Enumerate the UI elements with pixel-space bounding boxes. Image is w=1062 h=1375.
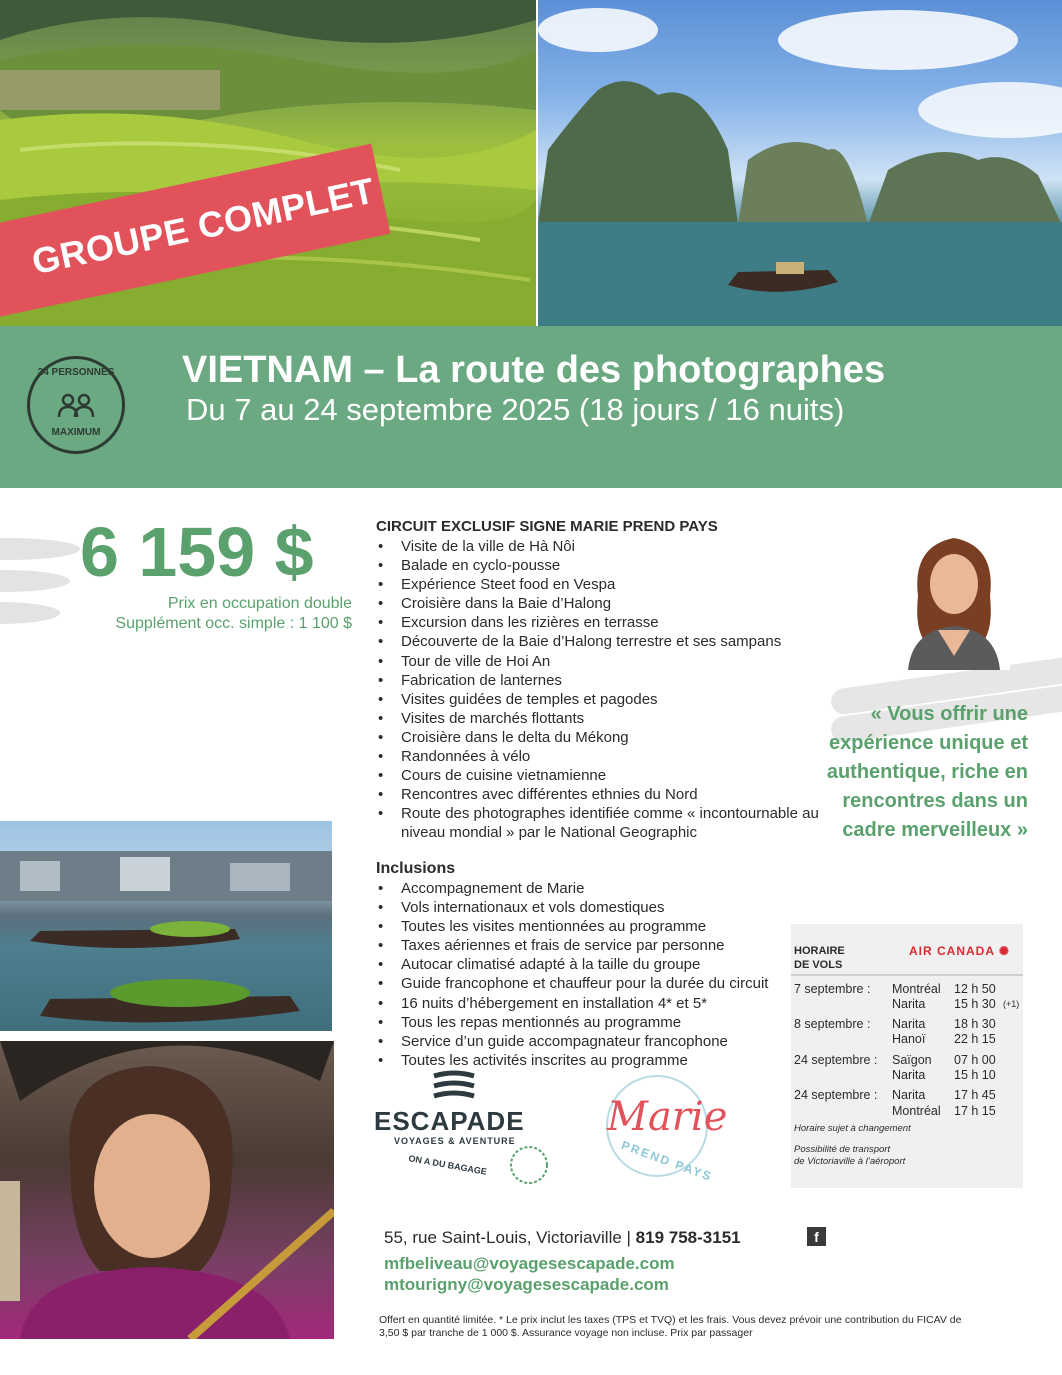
escapade-logo xyxy=(374,1070,559,1190)
email-link[interactable]: mtourigny@voyagesescapade.com xyxy=(384,1275,669,1294)
badge-label: GROUPE COMPLET xyxy=(28,169,379,283)
list-item: • Guide francophone et chauffeur pour la durée du circuit xyxy=(376,974,796,993)
price-amount: 6 159 $ xyxy=(80,513,314,591)
marie-quote: « Vous offrir une expérience unique et authentique, riche en rencontres dans un cadre merveilleux » xyxy=(826,703,1028,841)
list-item: • Expérience Steet food en Vespa xyxy=(376,575,836,594)
page-subtitle: Du 7 au 24 septembre 2025 (18 jours / 16 nuits) xyxy=(186,392,845,427)
people-icon xyxy=(56,393,96,426)
halong-bay-photo xyxy=(538,0,1062,326)
list-item: • Cours de cuisine vietnamienne xyxy=(376,766,836,785)
list-item: • Fabrication de lanternes xyxy=(376,671,836,690)
group-size-seal xyxy=(27,356,125,454)
marie-name: Marie xyxy=(607,1094,728,1140)
list-item: • Croisière dans le delta du Mékong xyxy=(376,728,836,747)
list-item: • Visite de la ville de Hà Nôi xyxy=(376,537,836,556)
flight-time: 17 h 45 xyxy=(954,1088,996,1102)
escapade-stamp: ON A DU BAGAGE xyxy=(407,1153,488,1177)
flight-city: Montréal xyxy=(892,1104,941,1118)
list-item: • Tour de ville de Hoi An xyxy=(376,652,836,671)
list-item: • Croisière dans la Baie d’Halong xyxy=(376,594,836,613)
airline-name: AIR CANADA xyxy=(909,944,995,958)
transport-note: Possibilité de transport xyxy=(794,1144,891,1155)
flight-time: 17 h 15 xyxy=(954,1104,996,1118)
list-item: • Vols internationaux et vols domestiques xyxy=(376,898,796,917)
transport-note: de Victoriaville à l’aéroport xyxy=(794,1156,906,1167)
inclusions-list xyxy=(376,879,796,1070)
flight-city: Narita xyxy=(892,1068,926,1082)
flight-time: 15 h 30 xyxy=(954,997,996,1011)
price-note-double: Prix en occupation double xyxy=(167,595,352,612)
list-item: • Visites guidées de temples et pagodes xyxy=(376,690,836,709)
flight-time: 18 h 30 xyxy=(954,1017,996,1031)
flight-time: 22 h 15 xyxy=(954,1032,996,1046)
flight-date: 8 septembre : xyxy=(794,1017,871,1031)
address: 55, rue Saint-Louis, Victoriaville | xyxy=(384,1228,636,1247)
list-item: • Excursion dans les rizières en terrasse xyxy=(376,613,836,632)
contact-address-line xyxy=(384,1228,741,1248)
list-item: • Taxes aériennes et frais de service par personne xyxy=(376,936,796,955)
price-note-single: Supplément occ. simple : 1 100 $ xyxy=(115,615,352,632)
flight-city: Narita xyxy=(892,997,926,1011)
decor-swoosh xyxy=(0,538,80,560)
flights-note: Horaire sujet à changement xyxy=(794,1123,911,1134)
list-item: • Tous les repas mentionnés au programme xyxy=(376,1013,796,1032)
list-item: • Toutes les visites mentionnées au programme xyxy=(376,917,796,936)
flight-time: 12 h 50 xyxy=(954,982,996,996)
escapade-name: ESCAPADE xyxy=(374,1106,525,1136)
list-item: • Randonnées à vélo xyxy=(376,747,836,766)
flights-divider xyxy=(791,974,1023,976)
flights-header xyxy=(794,944,845,972)
flight-next-day: (+1) xyxy=(1003,999,1020,1009)
circuit-list xyxy=(376,537,836,843)
escapade-tagline: VOYAGES & AVENTURE xyxy=(394,1136,516,1146)
flight-city: Hanoï xyxy=(892,1032,926,1046)
page-title: VIETNAM – La route des photographes xyxy=(182,349,886,391)
email-link[interactable]: mfbeliveau@voyagesescapade.com xyxy=(384,1254,675,1273)
list-item: • Rencontres avec différentes ethnies du Nord xyxy=(376,785,836,804)
decor-swoosh xyxy=(0,570,70,592)
list-item: • Visites de marchés flottants xyxy=(376,709,836,728)
flight-date: 7 septembre : xyxy=(794,982,871,996)
marie-sub: PREND PAYS xyxy=(619,1137,715,1185)
seal-bottom-text: MAXIMUM xyxy=(51,427,101,438)
list-item: • Autocar climatisé adapté à la taille du groupe xyxy=(376,955,796,974)
flights-header-line: DE VOLS xyxy=(794,959,843,971)
air-canada-logo xyxy=(909,944,1010,958)
decor-swoosh xyxy=(0,602,60,624)
marie-prend-pays-logo xyxy=(595,1070,728,1190)
list-item: • Toutes les activités inscrites au programme xyxy=(376,1051,796,1070)
list-item: • Balade en cyclo-pousse xyxy=(376,556,836,575)
flight-city: Saïgon xyxy=(892,1053,932,1067)
inclusions-title: Inclusions xyxy=(376,860,456,877)
flight-time: 07 h 00 xyxy=(954,1053,996,1067)
flight-time: 15 h 10 xyxy=(954,1068,996,1082)
flight-date: 24 septembre : xyxy=(794,1053,878,1067)
flight-city: Narita xyxy=(892,1088,926,1102)
phone-number[interactable]: 819 758-3151 xyxy=(635,1228,741,1247)
list-item: • Découverte de la Baie d’Halong terrestre et ses sampans xyxy=(376,632,836,651)
list-item: • Accompagnement de Marie xyxy=(376,879,796,898)
facebook-icon[interactable]: f xyxy=(807,1227,826,1246)
floating-market-photo xyxy=(0,821,332,1031)
list-item: • 16 nuits d’hébergement en installation 4* et 5* xyxy=(376,994,796,1013)
seal-top-text: 24 PERSONNES xyxy=(37,367,115,378)
flight-city: Montréal xyxy=(892,982,941,996)
list-item: • Route des photographes identifiée comme « incontournable au niveau mondial » par le National Geographic xyxy=(376,804,836,842)
flight-city: Narita xyxy=(892,1017,926,1031)
circuit-title: CIRCUIT EXCLUSIF SIGNE MARIE PREND PAYS xyxy=(376,518,718,535)
list-item: • Service d’un guide accompagnateur francophone xyxy=(376,1032,796,1051)
marie-portrait xyxy=(898,526,1010,670)
flights-header-line: HORAIRE xyxy=(794,945,845,957)
fine-print: Offert en quantité limitée. * Le prix inclut les taxes (TPS et TVQ) et les frais. Vous devez prévoir une contribution du FICAV de 3,50 $ par tranche de 1 000 $. Assurance voyage non incluse. Prix par passager xyxy=(379,1314,962,1339)
flight-schedule xyxy=(791,924,1023,1188)
flight-date: 24 septembre : xyxy=(794,1088,878,1102)
girl-portrait-photo xyxy=(0,1041,334,1339)
maple-leaf-icon: ✺ xyxy=(998,944,1010,958)
